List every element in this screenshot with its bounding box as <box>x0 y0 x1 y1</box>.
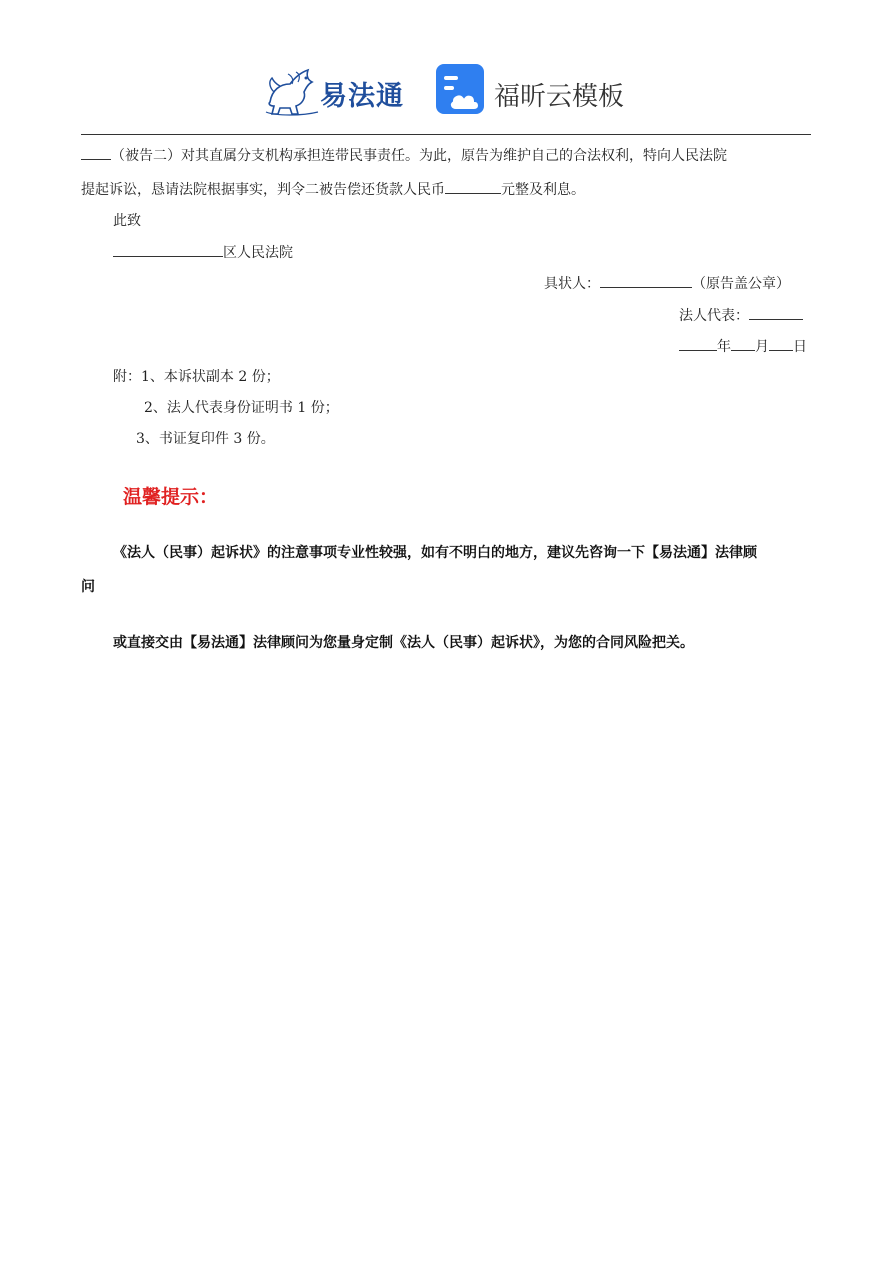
tips-title: 温馨提示： <box>123 486 219 508</box>
yifatong-logo <box>262 62 414 118</box>
logo1-text: 易法通 <box>320 81 404 112</box>
line2b-text: 元整及利息。 <box>501 182 585 198</box>
header-divider <box>81 134 811 135</box>
blank-plaintiff <box>600 273 692 288</box>
blank-rep <box>749 305 803 320</box>
blank-year <box>679 336 717 351</box>
attachment-1: 附：1、本诉状副本 2 份； <box>113 369 280 385</box>
salutation: 此致 <box>113 213 141 229</box>
rep-label: 法人代表： <box>679 308 749 324</box>
blank-month <box>731 336 755 351</box>
blank-amount <box>445 179 501 194</box>
blank-day <box>769 336 793 351</box>
logo2-text: 福昕云模板 <box>494 82 625 112</box>
date-month: 月 <box>755 339 769 355</box>
representative-line <box>679 305 803 326</box>
attachment-2: 2、法人代表身份证明书 1 份； <box>144 400 339 416</box>
blank-defendant <box>81 145 111 160</box>
cloud-document-icon <box>436 64 488 116</box>
court-text: 区人民法院 <box>223 245 293 261</box>
date-line <box>679 336 807 357</box>
line1-text: （被告二）对其直属分支机构承担连带民事责任。为此，原告为维护自己的合法权利，特向人民法院 <box>111 148 727 164</box>
date-day: 日 <box>793 339 807 355</box>
tip-line-1: 《法人（民事）起诉状》的注意事项专业性较强，如有不明白的地方，建议先咨询一下【易法通】法律顾 <box>113 545 757 561</box>
header <box>0 58 893 124</box>
plaintiff-label: 具状人： <box>544 276 600 292</box>
plaintiff-line <box>544 273 790 294</box>
paragraph-line-2 <box>81 179 585 200</box>
date-year: 年 <box>717 339 731 355</box>
paragraph-line-1 <box>81 145 727 166</box>
blank-court <box>113 242 223 257</box>
attachment-3: 3、书证复印件 3 份。 <box>136 431 275 447</box>
line2a-text: 提起诉讼，恳请法院根据事实，判令二被告偿还货款人民币 <box>81 182 445 198</box>
tip-line-1-wrap: 问 <box>81 579 95 595</box>
tip-line-2: 或直接交由【易法通】法律顾问为您量身定制《法人（民事）起诉状》，为您的合同风险把关。 <box>113 635 694 651</box>
court-line <box>113 242 293 263</box>
fuxin-logo <box>436 64 636 120</box>
qilin-icon <box>262 62 322 118</box>
plaintiff-note: （原告盖公章） <box>692 276 790 292</box>
